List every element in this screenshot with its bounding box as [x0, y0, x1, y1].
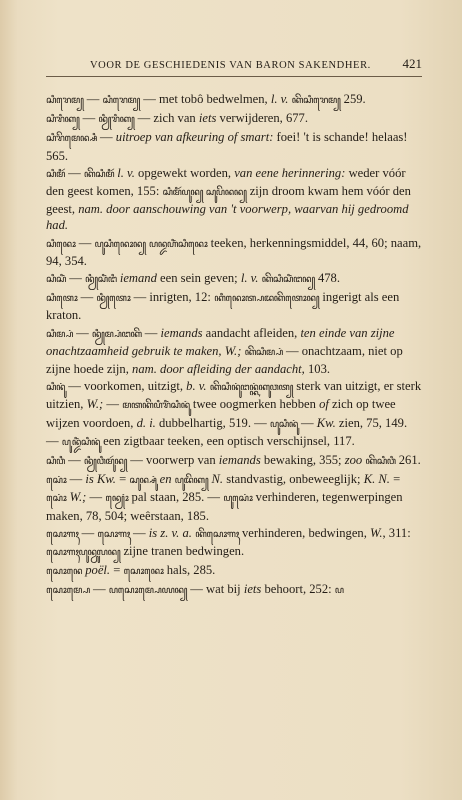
entry-text: = — [389, 472, 401, 487]
javanese-term: ꦱꦶꦫꦶꦏ꧀ — [46, 114, 80, 126]
dictionary-entry — [46, 235, 422, 269]
javanese-term: ꦱꦶꦫꦺꦩ꧀ — [46, 95, 84, 106]
entry-text: — — [78, 525, 98, 540]
italic-text: iemands — [218, 453, 261, 468]
italic-text: nam. door afleiding der aandacht, — [132, 362, 305, 377]
entry-text: opgewekt worden, — [134, 165, 235, 180]
entry-text: — — [141, 325, 161, 340]
entry-text: aandacht afleiden, — [202, 325, 301, 340]
javanese-term: ꦤꦾꦺꦴꦁ — [105, 493, 129, 505]
italic-text: W.; — [69, 490, 87, 505]
dictionary-entry — [46, 325, 422, 378]
dictionary-entry — [46, 471, 422, 524]
running-title: VOOR DE GESCHIEDENIS VAN BARON SAKENDHER. — [90, 60, 371, 71]
italic-text: l. v. — [117, 165, 135, 180]
dictionary-entry — [46, 129, 422, 163]
italic-text: iemands — [160, 325, 203, 340]
entry-text: 261. — [395, 453, 421, 468]
javanese-term: ꦤꦾꦶꦩ꧀ꦥꦁꦔꦏꦼ — [91, 328, 142, 340]
javanese-term: ꦤꦾꦶꦠꦺꦴ — [96, 293, 131, 305]
javanese-term: ꦱꦺꦴꦁ — [46, 475, 67, 487]
italic-text: d. i. — [136, 415, 156, 430]
entry-text: — met tobô bedwelmen, — [140, 92, 271, 106]
dictionary-entry — [46, 91, 422, 109]
entry-text: , 311: — [382, 525, 411, 540]
javanese-term: ꦱꦶꦤꦸꦁ — [46, 382, 66, 394]
javanese-term: ꦱꦶꦠꦺꦴ — [46, 293, 78, 305]
entry-text: — — [86, 490, 106, 505]
entry-text: — — [77, 290, 97, 305]
entry-text: — inrigten, 12: — [130, 290, 215, 305]
italic-text: nam. door aanschouwing van 't voorwerp, waarvan hij gedroomd had. — [46, 202, 409, 233]
entry-text: — — [297, 415, 317, 430]
italic-text: W.; — [86, 397, 104, 412]
javanese-term: ꦥꦤ꧀ꦢꦲꦶꦁꦱꦶꦤꦺꦴ — [148, 238, 208, 250]
dictionary-entry — [46, 378, 422, 451]
entry-text: dubbelhartig, 519. — — [155, 415, 270, 430]
italic-text: iets — [243, 582, 262, 597]
entry-text: standvastig, onbeweeglijk; — [223, 472, 364, 487]
dictionary-entry — [46, 562, 422, 580]
italic-text: van eene herinnering: — [234, 165, 346, 180]
entry-text: — zich van — [134, 111, 199, 126]
entry-text: — — [96, 130, 116, 145]
dictionary-entries — [46, 91, 422, 600]
javanese-term: ꦱꦶꦱꦶꦁ — [46, 274, 67, 286]
javanese-term: ꦏꦶꦤꦺꦴꦠ꧀ꦥꦢꦏꦼꦠꦺꦴꦤ꧀ — [214, 293, 320, 305]
entry-text: — voorkomen, uitzigt, — [65, 379, 187, 394]
entry-text: foei! 't is schande! helaas! 565. — [46, 130, 408, 163]
javanese-term: ꦥ — [334, 585, 344, 597]
entry-text: een sein geven; — [156, 271, 241, 286]
javanese-term: ꦱꦶꦫꦺꦩ꧀ — [102, 95, 141, 106]
entry-text: 259. — [340, 92, 366, 106]
entry-text: — — [64, 165, 84, 180]
italic-text: K. N. — [363, 472, 390, 487]
dictionary-entry — [46, 525, 422, 561]
entry-text: verhinderen, tegenwerpingen maken, 78, 504; weêrstaan, 185. — [46, 490, 403, 523]
javanese-term: ꦤꦾꦶꦫꦶꦏ꧀ — [98, 114, 135, 126]
italic-text: N. — [211, 472, 224, 487]
javanese-term: ꦱꦺꦴꦒꦃꦥꦸꦤ꧀ꦮꦸꦭꦤ꧀ — [46, 547, 121, 559]
javanese-term: ꦏꦼꦱꦶꦩꦶꦂ — [83, 168, 115, 180]
entry-text: — — [129, 525, 149, 540]
dictionary-entry — [46, 289, 422, 323]
italic-text: is z. v. a. — [148, 525, 192, 540]
dictionary-entry — [46, 581, 422, 599]
javanese-term: ꦱꦺꦴꦩ꧀ꦥꦺ — [46, 585, 90, 597]
dictionary-entry — [46, 110, 422, 128]
javanese-term: ꦱꦺꦴꦤꦺ — [46, 566, 83, 578]
italic-text: poël. — [85, 563, 111, 578]
javanese-term: ꦱꦺꦴꦒꦃ — [46, 528, 79, 540]
entry-text: 478. — [314, 271, 340, 286]
entry-text: — onachtzaam, niet op zijne hoede zijn, — [46, 343, 403, 377]
dictionary-entry — [46, 270, 422, 288]
javanese-term: ꦱꦶꦤꦺꦴ — [46, 238, 76, 250]
entry-text: verhinderen, bedwingen, — [238, 525, 370, 540]
javanese-term: ꦏꦼꦱꦶꦩ꧀ꦥꦁ — [244, 346, 283, 358]
javanese-term: ꦩꦠꦏꦼꦥꦶꦫꦶꦁꦱꦶꦤꦸꦁ — [122, 400, 190, 412]
entry-text: een zigtbaar teeken, een optisch verschijnsel, 117. — [99, 433, 355, 448]
entry-text: — — [66, 271, 85, 286]
javanese-term: ꦱꦶꦩꦶꦂ — [46, 168, 65, 180]
entry-text: zich op twee wijzen voordoen, — [46, 397, 396, 430]
entry-text: — — [89, 582, 109, 597]
entry-text: verwijderen, 677. — [216, 111, 308, 126]
entry-text: ingerigt als een kraton. — [46, 290, 400, 323]
javanese-term: ꦥꦸꦱꦶꦤꦸꦁ — [269, 418, 298, 430]
entry-text: = — [115, 472, 130, 487]
entry-text: hals, 285. — [163, 563, 216, 578]
italic-text: zoo — [344, 453, 363, 468]
entry-text: zijn droom kwam hem vóór den geest, — [46, 184, 411, 217]
running-header — [46, 56, 422, 77]
javanese-term: ꦏꦼꦱꦺꦴꦒꦃ — [195, 528, 239, 540]
entry-text: — — [75, 235, 95, 250]
entry-text: — voorwerp van — [127, 453, 219, 468]
javanese-term: ꦱꦺꦴꦒꦃ — [97, 528, 130, 540]
javanese-term: ꦏꦼꦱꦶꦫꦺꦩ꧀ — [291, 95, 341, 106]
javanese-term: ꦥꦸꦱꦶꦤꦺꦴꦤ꧀ — [94, 238, 146, 250]
entry-text: 103. — [304, 362, 331, 377]
italic-text: of — [319, 397, 329, 412]
italic-text: b. v. — [186, 379, 207, 394]
entry-text: sterk van uitzigt, er sterk uitzien, — [46, 379, 422, 412]
javanese-term: ꦥꦸꦤ꧀ꦢꦶꦁꦱꦶꦤꦸꦁ — [61, 436, 100, 448]
entry-text: pal staan, 285. — — [128, 490, 224, 505]
italic-text: Kw. — [316, 415, 336, 430]
javanese-term: ꦱꦶꦫꦼꦩꦺꦤ꧀ꦱꦶ — [46, 133, 97, 145]
entry-text: — — [64, 453, 84, 468]
entry-text: — — [79, 111, 99, 126]
javanese-term: ꦥꦸꦱꦺꦴꦁ — [223, 493, 253, 505]
javanese-term: ꦱꦶꦮꦶ — [46, 456, 65, 468]
entry-text: — wat bij — [187, 582, 244, 597]
dictionary-entry — [46, 452, 422, 470]
entry-text: zien, 75, 149. — — [46, 415, 408, 448]
italic-text: iets — [198, 111, 217, 126]
italic-text: is Kw. — [85, 472, 116, 487]
italic-text: l. v. — [240, 271, 259, 286]
javanese-term: ꦱꦸꦤ꧀ꦱꦸꦁ — [129, 475, 157, 487]
italic-text: en — [159, 472, 172, 487]
dictionary-entry — [46, 165, 422, 234]
entry-text: zijne tranen bedwingen. — [120, 544, 245, 559]
entry-text: weder vóór den geest komen, 155: — [46, 165, 406, 199]
javanese-term: ꦱꦺꦴꦁ — [46, 493, 67, 505]
page-number: 421 — [402, 56, 422, 71]
javanese-term: ꦤꦾꦶꦱꦶꦁꦔꦶ — [84, 274, 117, 286]
javanese-term: ꦥꦱꦺꦴꦩ꧀ꦥꦺꦪꦤ꧀ — [108, 585, 188, 597]
italic-text: l. v. — [270, 92, 289, 106]
italic-text: W. — [370, 525, 383, 540]
javanese-term: ꦏꦼꦱꦶꦱꦶꦁꦔꦤ꧀ — [261, 274, 315, 286]
italic-text: iemand — [119, 271, 157, 286]
entry-text: = — [110, 563, 124, 578]
entry-text: behoort, 252: — [261, 582, 335, 597]
javanese-term: ꦱꦶꦩꦶꦂꦥꦸꦤ꧀ ꦱꦸꦥꦼꦤꦤ꧀ — [162, 187, 247, 199]
javanese-term: ꦏꦼꦱꦶꦤꦸꦁꦔꦤ꧀ꦏꦁꦏꦸꦮꦠ꧀ — [209, 382, 294, 394]
entry-text: bewaking, 355; — [260, 453, 345, 468]
entry-text: twee oogmerken hebben — [189, 397, 320, 412]
entry-text: — — [103, 397, 123, 412]
javanese-term: ꦥꦸꦢꦼꦏ꧀ — [174, 475, 209, 487]
entry-text: — — [66, 472, 86, 487]
entry-text: — — [72, 325, 92, 340]
entry-text: — — [83, 92, 103, 106]
javanese-term: ꦱꦺꦴꦤꦺꦴ — [123, 566, 164, 578]
italic-text: uitroep van afkeuring of smart: — [115, 130, 274, 145]
italic-text: ten einde van zijne onachtzaamheid gebruik te maken, W.; — [46, 325, 395, 358]
javanese-term: ꦏꦼꦱꦶꦮꦶ — [365, 456, 396, 468]
javanese-term: ꦤꦾꦶꦮꦶꦩꦸꦂꦤ꧀ — [83, 456, 128, 468]
entry-text: teeken, herkenningsmiddel, 44, 60; naam, 94, 354. — [46, 235, 422, 268]
javanese-term: ꦱꦶꦩ꧀ꦥꦁ — [46, 328, 73, 340]
